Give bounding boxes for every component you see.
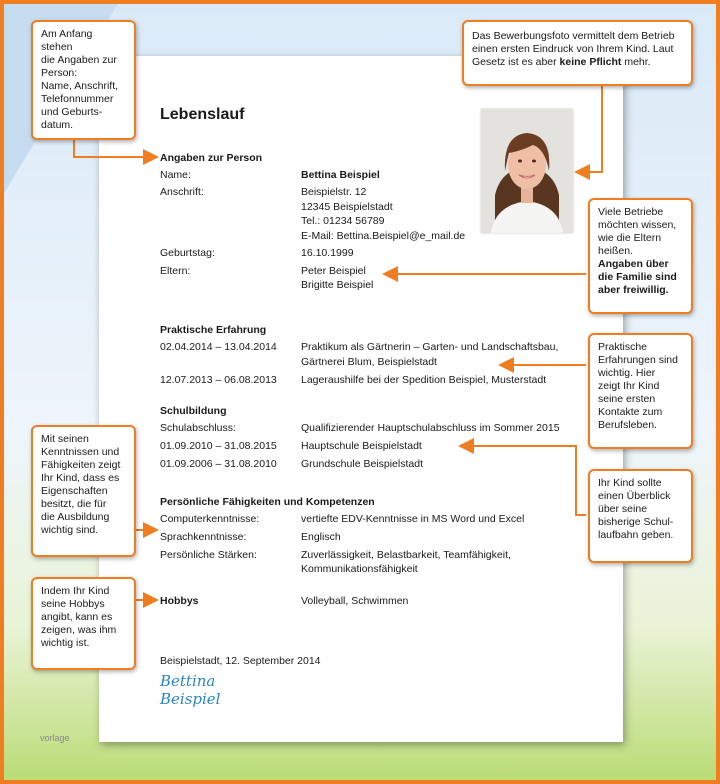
callout-parents: [588, 198, 693, 314]
callout-skills-line: Kenntnissen und: [41, 446, 120, 458]
callout-experience-line: zeigt Ihr Kind: [598, 380, 660, 392]
callout-parents-bold-line: die Familie sind: [598, 271, 677, 283]
callout-experience-line: Erfahrungen sind: [598, 354, 678, 366]
callout-school-line: einen Überblick: [598, 490, 671, 502]
callout-school: [588, 469, 693, 563]
callout-personal-line: Telefonnummer: [41, 93, 114, 105]
school-2-dates: 01.09.2006 – 31.08.2010: [160, 458, 277, 470]
school-1-name: Hauptschule Beispielstadt: [301, 440, 422, 452]
callout-parents-line: wie die Eltern: [598, 232, 662, 244]
computer-label: Computerkenntnisse:: [160, 513, 260, 525]
name-label: Name:: [160, 169, 191, 181]
callout-skills-line: besitzt, die für: [41, 498, 107, 510]
callout-parents-bold-line: aber freiwillig.: [598, 284, 669, 296]
strengths-line1: Zuverlässigkeit, Belastbarkeit, Teamfähigkeit,: [301, 549, 511, 561]
callout-experience-line: seine ersten: [598, 393, 656, 405]
school-1-dates: 01.09.2010 – 31.08.2015: [160, 440, 277, 452]
callout-experience-line: Praktische: [598, 341, 648, 353]
callout-hobbies-line: zeigen, was ihm: [41, 624, 117, 636]
callout-personal-line: Person:: [41, 67, 78, 79]
callout-school-line: über seine: [598, 503, 648, 515]
experience-1-dates: 02.04.2014 – 13.04.2014: [160, 341, 277, 353]
callout-personal-line: die Angaben zur: [41, 54, 117, 66]
callout-hobbies-line: Indem Ihr Kind: [41, 585, 110, 597]
address-city: 12345 Beispielstadt: [301, 201, 393, 213]
phone: Tel.: 01234 56789: [301, 215, 385, 227]
callout-school-line: bisherige Schul-: [598, 516, 674, 528]
callout-photo-emphasis: keine Pflicht: [559, 56, 622, 68]
parents-label: Eltern:: [160, 265, 191, 277]
callout-experience: [588, 333, 693, 449]
computer-value: vertiefte EDV-Kenntnisse in MS Word und Excel: [301, 513, 525, 525]
callout-photo-text: Gesetz ist es aber: [472, 56, 560, 68]
callout-hobbies-line: seine Hobbys: [41, 598, 105, 610]
hobbies-label: Hobbys: [160, 595, 199, 607]
arrow-school: [462, 446, 586, 515]
section-skills-heading: Persönliche Fähigkeiten und Kompetenzen: [160, 496, 375, 508]
callout-photo-text: mehr.: [621, 56, 651, 68]
callout-photo: [462, 20, 693, 86]
callout-personal: [31, 20, 136, 140]
language-value: Englisch: [301, 531, 341, 543]
strengths-label: Persönliche Stärken:: [160, 549, 257, 561]
birthday-label: Geburtstag:: [160, 247, 215, 259]
callout-skills-line: Fähigkeiten zeigt: [41, 459, 121, 471]
callout-personal-line: Name, Anschrift,: [41, 80, 119, 92]
callout-photo-line: Das Bewerbungsfoto vermittelt dem Betrieb: [472, 30, 675, 42]
degree-label: Schulabschluss:: [160, 422, 236, 434]
callout-hobbies-line: angibt, kann es: [41, 611, 113, 623]
callout-experience-line: Berufsleben.: [598, 419, 657, 431]
callout-skills-line: wichtig sind.: [41, 524, 99, 536]
callout-experience-line: Kontakte zum: [598, 406, 663, 418]
callout-photo-line3: [472, 56, 683, 69]
callout-photo-line: einen ersten Eindruck von Ihrem Kind. Laut: [472, 43, 674, 55]
parent-2: Brigitte Beispiel: [301, 279, 374, 291]
callout-experience-line: wichtig. Hier: [598, 367, 656, 379]
callout-parents-bold-line: Angaben über: [598, 258, 669, 270]
callout-skills-line: Eigenschaften: [41, 485, 108, 497]
callout-school-line: laufbahn geben.: [598, 529, 674, 541]
experience-2-line1: Lageraushilfe bei der Spedition Beispiel, Musterstadt: [301, 374, 547, 386]
callout-skills-line: Ihr Kind, dass es: [41, 472, 120, 484]
watermark: vorlage: [40, 733, 70, 743]
strengths-line2: Kommunikationsfähigkeit: [301, 563, 418, 575]
section-school-heading: Schulbildung: [160, 405, 227, 417]
place-date: Beispielstadt, 12. September 2014: [160, 655, 321, 667]
callout-parents-line: Viele Betriebe: [598, 206, 664, 218]
address-label: Anschrift:: [160, 186, 204, 198]
arrow-photo: [578, 86, 602, 172]
parent-1: Peter Beispiel: [301, 265, 366, 277]
name-value: Bettina Beispiel: [301, 169, 380, 181]
arrow-personal: [74, 140, 155, 157]
language-label: Sprachkenntnisse:: [160, 531, 247, 543]
callout-school-line: Ihr Kind sollte: [598, 477, 662, 489]
experience-1-line1: Praktikum als Gärtnerin – Garten- und Landschaftsbau,: [301, 341, 559, 353]
callout-skills-line: die Ausbildung: [41, 511, 110, 523]
birthday-value: 16.10.1999: [301, 247, 354, 259]
experience-1-line2: Gärtnerei Blum, Beispielstadt: [301, 356, 437, 368]
hobbies-value: Volleyball, Schwimmen: [301, 595, 409, 607]
school-2-name: Grundschule Beispielstadt: [301, 458, 423, 470]
callout-personal-line: datum.: [41, 119, 74, 131]
experience-2-dates: 12.07.2013 – 06.08.2013: [160, 374, 277, 386]
callout-personal-line: Am Anfang stehen: [41, 28, 93, 53]
email: E-Mail: Bettina.Beispiel@e_mail.de: [301, 230, 466, 242]
section-experience-heading: Praktische Erfahrung: [160, 324, 267, 336]
section-personal-heading: Angaben zur Person: [160, 152, 263, 164]
callout-hobbies-line: wichtig ist.: [41, 637, 90, 649]
address-street: Beispielstr. 12: [301, 186, 367, 198]
callout-hobbies: [31, 577, 136, 670]
callout-parents-line: heißen.: [598, 245, 634, 257]
degree-value: Qualifizierender Hauptschulabschluss im Sommer 2015: [301, 422, 560, 434]
callout-skills: [31, 425, 136, 557]
cv-title: Lebenslauf: [160, 106, 245, 123]
callout-parents-line: möchten wissen,: [598, 219, 677, 231]
signature: Bettina Beispiel: [160, 672, 221, 708]
callout-skills-line: Mit seinen: [41, 433, 89, 445]
callout-personal-line: und Geburts-: [41, 106, 103, 118]
